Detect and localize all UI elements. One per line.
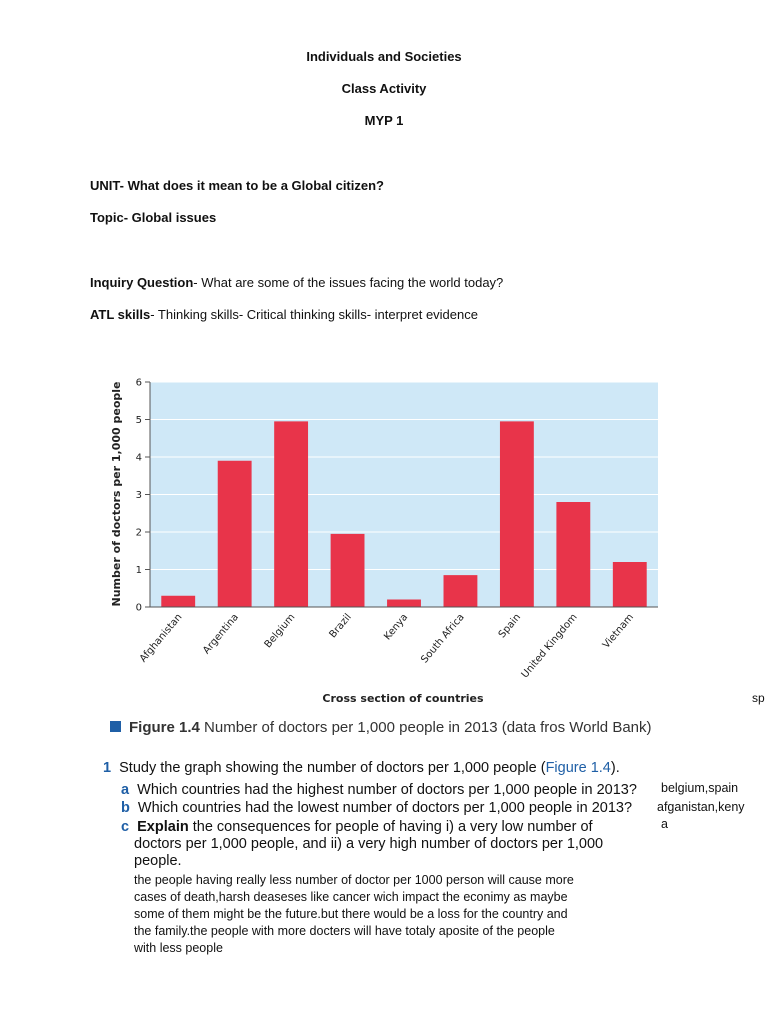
figure-square-icon bbox=[110, 721, 121, 732]
bar-brazil bbox=[331, 534, 365, 607]
y-tick-label: 5 bbox=[135, 415, 142, 426]
x-tick-label: Vietnam bbox=[600, 611, 637, 651]
question-1 bbox=[103, 760, 620, 776]
question-text-before: Study the graph showing the number of doctors per 1,000 people ( bbox=[119, 760, 546, 776]
bar-argentina bbox=[218, 461, 252, 607]
unit-label: UNIT- bbox=[90, 178, 124, 193]
bar-spain bbox=[500, 421, 534, 607]
activity-title: Class Activity bbox=[341, 81, 427, 96]
bar-vietnam bbox=[613, 562, 647, 607]
question-letter-a: a bbox=[121, 782, 130, 798]
x-tick-label: South Africa bbox=[419, 611, 467, 666]
question-text-after: ). bbox=[610, 760, 620, 776]
unit-text: What does it mean to be a Global citizen? bbox=[123, 178, 384, 193]
y-tick-label: 4 bbox=[135, 452, 142, 464]
topic-line bbox=[90, 210, 216, 225]
x-tick-label: Afghanistan bbox=[137, 611, 185, 665]
figure-caption bbox=[110, 719, 652, 736]
question-1c-line3: people. bbox=[134, 853, 182, 869]
question-1b-text: Which countries had the lowest number of doctors per 1,000 people in 2013? bbox=[137, 800, 633, 816]
x-tick-label: United Kingdom bbox=[519, 611, 580, 681]
question-1c-bold: Explain bbox=[137, 819, 189, 835]
x-tick-label: Kenya bbox=[382, 611, 411, 643]
unit-line bbox=[90, 178, 384, 193]
question-letter-b: b bbox=[121, 800, 130, 816]
x-tick-label: Brazil bbox=[327, 611, 354, 641]
subject-title: Individuals and Societies bbox=[306, 49, 462, 64]
question-number: 1 bbox=[103, 760, 112, 776]
question-1c bbox=[121, 819, 593, 835]
question-1a bbox=[121, 782, 637, 798]
bar-united-kingdom bbox=[556, 502, 590, 607]
inquiry-line bbox=[90, 275, 503, 290]
question-letter-c: c bbox=[121, 819, 130, 835]
x-tick-label: Spain bbox=[496, 611, 524, 641]
x-tick-label: Argentina bbox=[201, 611, 241, 657]
answer-1b-line2: a bbox=[661, 817, 668, 831]
answer-line: the family.the people with more docters will have totaly aposite of the people bbox=[134, 924, 555, 938]
x-axis-label: Cross section of countries bbox=[322, 692, 484, 705]
answer-line: cases of death,harsh deaseses like cancer wich impact the econimy as maybe bbox=[134, 890, 568, 904]
question-1a-text: Which countries had the highest number of doctors per 1,000 people in 2013? bbox=[137, 782, 637, 798]
atl-label: ATL skills bbox=[90, 307, 151, 322]
inquiry-label: Inquiry Question bbox=[90, 275, 194, 290]
y-tick-labels bbox=[136, 378, 150, 614]
figure-link[interactable]: Figure 1.4 bbox=[545, 760, 611, 776]
answer-1b-line1: afganistan,keny bbox=[657, 800, 745, 814]
y-tick-label: 3 bbox=[135, 490, 142, 501]
side-note: sp bbox=[752, 691, 765, 705]
answer-line: some of them might be the future.but there would be a loss for the country and bbox=[134, 907, 568, 921]
bar-kenya bbox=[387, 600, 421, 608]
grade-title: MYP 1 bbox=[364, 113, 404, 128]
student-answer bbox=[134, 872, 654, 957]
question-1b bbox=[121, 800, 632, 816]
bar-south-africa bbox=[444, 575, 478, 607]
y-tick-label: 0 bbox=[135, 602, 142, 614]
answer-1a: belgium,spain bbox=[661, 781, 739, 795]
question-1c-line1: the consequences for people of having i) a very low number of bbox=[188, 819, 593, 835]
question-1c-line2: doctors per 1,000 people, and ii) a very high number of doctors per 1,000 bbox=[134, 836, 604, 852]
answer-line: the people having really less number of doctor per 1000 person will cause more bbox=[134, 873, 574, 887]
y-tick-label: 6 bbox=[135, 377, 142, 389]
y-tick-label: 1 bbox=[135, 565, 142, 576]
atl-line bbox=[90, 307, 478, 322]
answer-line: with less people bbox=[134, 941, 223, 955]
inquiry-text: - What are some of the issues facing the world today? bbox=[193, 275, 504, 290]
y-axis-label: Number of doctors per 1,000 people bbox=[110, 381, 123, 607]
y-tick-label: 2 bbox=[135, 527, 142, 539]
figure-label: Figure 1.4 bbox=[129, 719, 200, 736]
topic-text: Global issues bbox=[128, 210, 217, 225]
bar-belgium bbox=[274, 421, 308, 607]
topic-label: Topic- bbox=[90, 210, 129, 225]
figure-caption-text: Number of doctors per 1,000 people in 2013 (data fros World Bank) bbox=[199, 719, 652, 736]
bar-afghanistan bbox=[161, 596, 195, 607]
x-tick-label: Belgium bbox=[262, 611, 298, 651]
x-tick-labels bbox=[138, 612, 636, 681]
doctors-bar-chart bbox=[100, 370, 680, 710]
atl-text: - Thinking skills- Critical thinking skills- interpret evidence bbox=[150, 307, 478, 322]
